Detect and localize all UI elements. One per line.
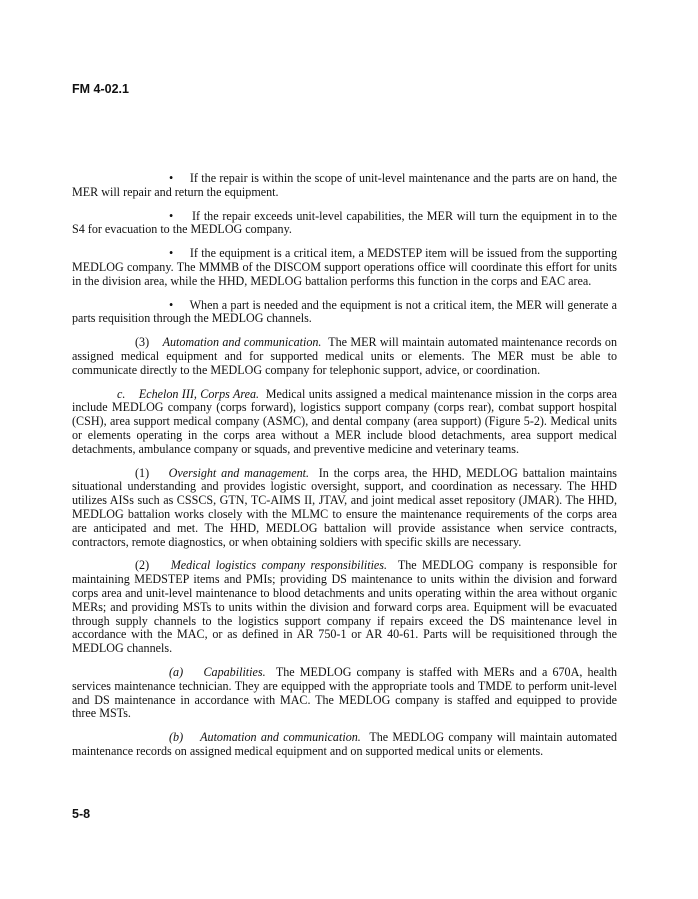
bullet-marker: • (169, 297, 174, 312)
paragraph-text: The MEDLOG company is staffed with MERs and a 670A, health services maintenance technician. They are equipped with the appropriate tools and TMDE to perform unit-level and DS maintenance in accordance with MAC. The MEDLOG company is staffed and equipped to provide three MSTs. (72, 664, 618, 721)
bullet-marker: • (169, 246, 174, 261)
paragraph-text: When a part is needed and the equipment is not a critical item, the MER will generate a parts requisition through the MEDLOG channels. (72, 297, 617, 326)
paragraph-title: Medical logistics company responsibilities. (170, 558, 388, 573)
paragraph-title: Echelon III, Corps Area. (138, 386, 260, 401)
paragraph-text: The MEDLOG company will maintain automated maintenance records on assigned medical equipment and on supported medical units or elements. (72, 730, 617, 758)
document-header: FM 4-02.1 (72, 82, 129, 96)
paragraph-marker: (2) (135, 558, 150, 573)
subsubparagraph (72, 731, 617, 759)
page-number: 5-8 (72, 807, 91, 821)
bullet-marker: • (169, 171, 174, 185)
paragraph-marker: (3) (135, 335, 150, 350)
bullet-paragraph (72, 299, 617, 327)
subparagraph (72, 336, 617, 377)
paragraph-title: Automation and communication. (162, 335, 322, 350)
subparagraph (72, 559, 617, 656)
paragraph-marker: (a) (169, 664, 184, 679)
paragraph-marker: c. (117, 386, 126, 401)
bullet-paragraph (72, 247, 617, 288)
subparagraph (72, 467, 617, 550)
paragraph-title: Oversight and management. (168, 465, 309, 480)
paragraph-marker: (1) (135, 465, 150, 480)
bullet-marker: • (169, 208, 174, 223)
paragraph-title: Automation and communication. (200, 730, 361, 745)
bullet-paragraph (72, 172, 617, 200)
paragraph-marker: (b) (169, 730, 184, 745)
paragraph-text: If the repair is within the scope of unit-level maintenance and the parts are on hand, the MER will repair and return the equipment. (72, 171, 617, 199)
paragraph-text: Medical units assigned a medical maintenance mission in the corps area include MEDLOG company (corps forward), logistics support company (corps rear), combat support hospital (CSH), area support medical company (ASMC), and dental company (area support) (Figure 5-2). Medical units or elements operating in the corps area without a MER include blood detachments, area support medical detachments, ambulance company or squads, and preventive medicine and veterinary teams. (72, 386, 618, 456)
paragraph-text: If the repair exceeds unit-level capabilities, the MER will turn the equipment in to the S4 for evacuation to the MEDLOG company. (72, 208, 617, 237)
paragraph-text: The MER will maintain automated maintenance records on assigned medical equipment and for supported medical units or elements. The MER must be able to communicate directly to the MEDLOG company for telephonic support, advice, or coordination. (72, 335, 618, 377)
document-body (72, 172, 617, 769)
paragraph-text: In the corps area, the HHD, MEDLOG battalion maintains situational understanding and provides logistic oversight, support, and coordination as necessary. The HHD utilizes AISs such as CSSCS, GTN, TC-AIMS II, JTAV, and joint medical asset repository (JMAR). The HHD, MEDLOG battalion works closely with the MLMC to ensure the maintenance requirements of the corps area are anticipated and met. The HHD, MEDLOG battalion will provide assistance when service contracts, contractors, remote diagnostics, or when obtaining soldiers with specific skills are necessary. (72, 465, 617, 549)
paragraph-text: The MEDLOG company is responsible for maintaining MEDSTEP items and PMIs; providing DS maintenance to units within the division and forward corps area and unit-level maintenance to blood detachments and units operating within the area without organic MERs; and providing MSTs to units within the division and forward corps area. Equipment will be evacuated through supply channels to the logistics support company if repairs exceed the DS maintenance level in accordance with the MAC, or as defined in AR 750-1 or AR 40-61. Parts will be requisitioned through the MEDLOG channels. (72, 558, 617, 656)
paragraph-text: If the equipment is a critical item, a MEDSTEP item will be issued from the supporting MEDLOG company. The MMMB of the DISCOM support operations office will coordinate this effort for units in the division area, while the HHD, MEDLOG battalion performs this function in the corps and EAC area. (72, 246, 617, 288)
section-paragraph (72, 388, 617, 457)
paragraph-title: Capabilities. (203, 664, 266, 679)
subsubparagraph (72, 666, 617, 721)
bullet-paragraph (72, 210, 617, 238)
